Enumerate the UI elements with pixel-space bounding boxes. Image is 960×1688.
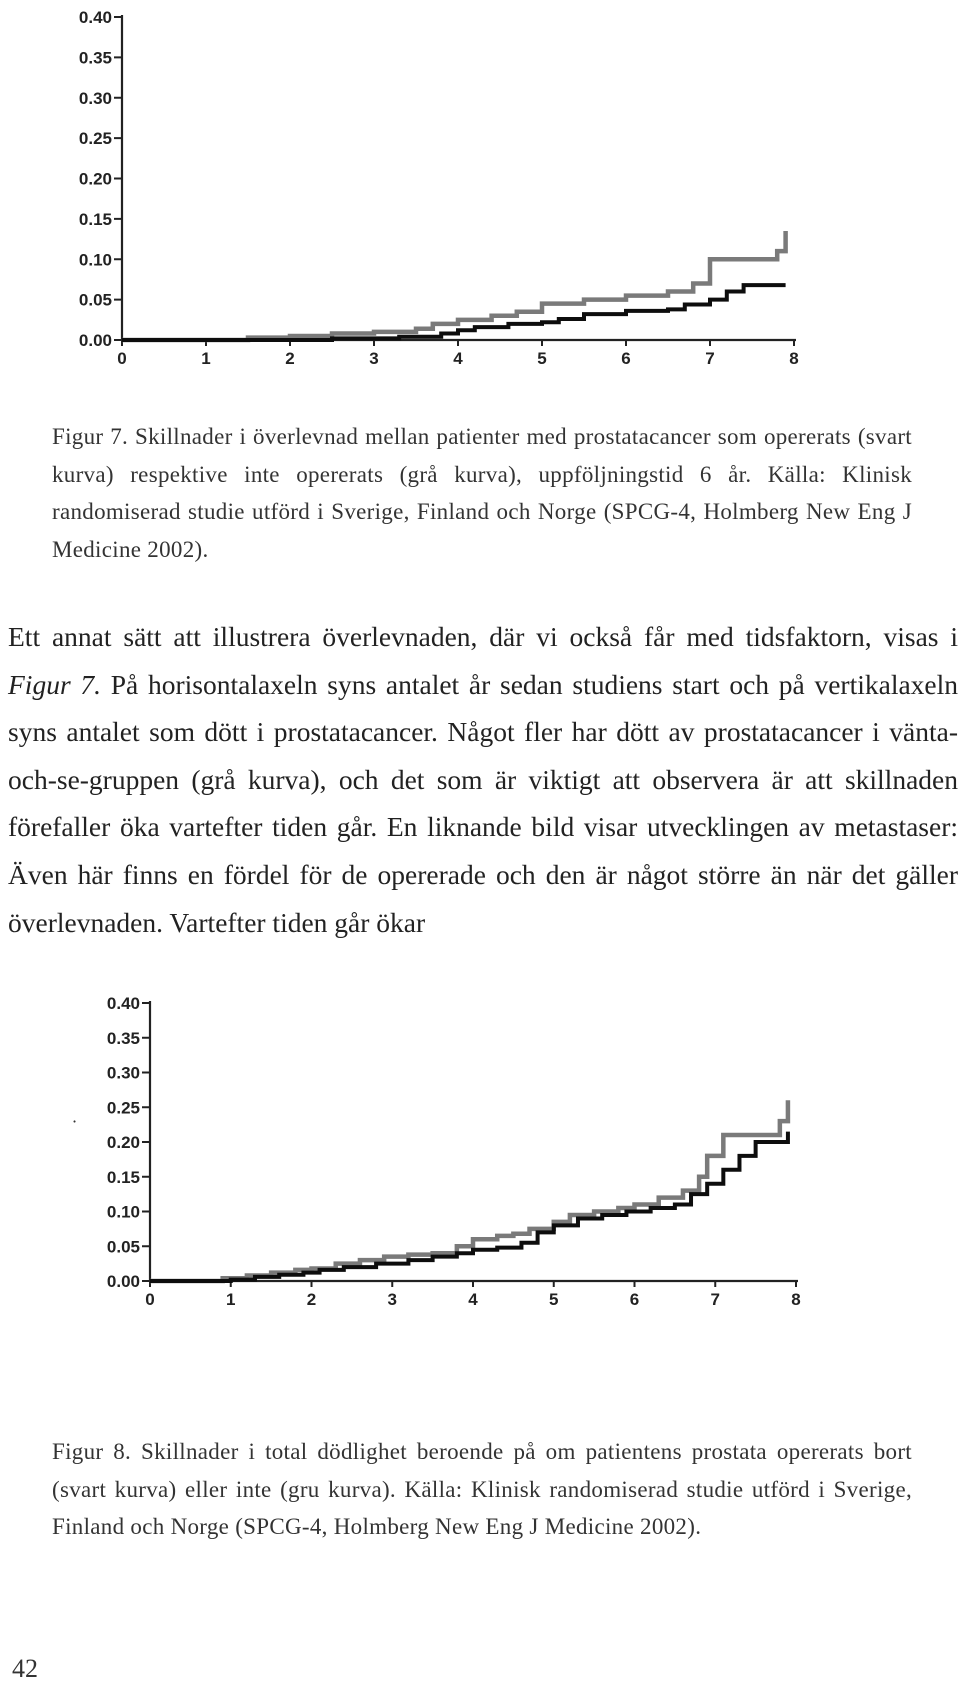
x-tick-label: 0: [145, 1290, 155, 1309]
x-tick-label: 5: [537, 349, 547, 368]
x-tick-label: 5: [549, 1290, 559, 1309]
y-tick-label: 0.00: [106, 1272, 140, 1291]
x-tick-label: 1: [201, 349, 211, 368]
series-line-black: [150, 1132, 788, 1281]
y-tick-label: 0.40: [106, 994, 140, 1013]
y-tick-label: 0.30: [78, 88, 112, 108]
x-tick-label: 7: [705, 349, 715, 368]
x-tick-label: 2: [285, 349, 295, 368]
figure-7-chart: [0, 0, 960, 400]
figure-8-chart: [0, 960, 960, 1420]
x-tick-label: 0: [117, 349, 127, 368]
y-tick-label: 0.05: [78, 290, 112, 310]
y-tick-label: 0.10: [106, 1202, 140, 1222]
series-line-gray: [122, 231, 786, 340]
y-tick-label: 0.40: [78, 8, 112, 27]
y-tick-label: 0.00: [78, 331, 112, 350]
y-tick-label: 0.25: [78, 129, 112, 149]
figure-7-caption: Figur 7. Skillnader i överlevnad mellan patienter med prostatacancer som opererats (svart kurva) respektive inte opererats (grå kurva), uppföljningstid 6 år. Källa: Klinisk randomiserad studie utförd i Sverige, Finland och Norge (SPCG-4, Holmberg New Eng J Medicine 2002).: [52, 424, 912, 562]
x-tick-label: 8: [791, 1290, 801, 1309]
x-tick-label: 4: [468, 1290, 478, 1309]
page-number: 42: [12, 1654, 38, 1683]
figure-reference: Figur 7.: [8, 668, 102, 700]
x-tick-label: 7: [710, 1290, 720, 1309]
x-tick-label: 3: [369, 349, 379, 368]
y-tick-label: 0.05: [106, 1237, 140, 1257]
x-tick-label: 6: [621, 349, 631, 368]
x-tick-label: 6: [629, 1290, 640, 1309]
x-tick-label: 1: [226, 1290, 236, 1309]
y-tick-label: 0.10: [78, 250, 112, 270]
body-text-part-1: Ett annat sätt att illustrera överlevnaden, där vi också får med tidsfaktorn, visas i: [8, 621, 958, 652]
body-paragraph: [8, 613, 958, 946]
y-tick-label: 0.35: [78, 48, 112, 68]
figure-8-caption: Figur 8. Skillnader i total dödlighet beroende på om patientens prostata opererats bort (svart kurva) eller inte (gru kurva). Källa: Klinisk randomiserad studie utförd i Sverige, Finland och Norge (SPCG-4, Holmberg New Eng J Medicine 2002).: [52, 1439, 912, 1539]
x-tick-label: 3: [387, 1290, 397, 1309]
body-text-part-2: På horisontalaxeln syns antalet år sedan studiens start och på vertikalaxeln syns antalet som dött i prostatacancer. Något fler har dött av prostatacancer i vänta-och-se-gruppen (grå kurva), och det som är viktigt att observera är att skillnaden förefaller öka vartefter tiden går. En liknande bild visar utvecklingen av metastaser: Även här finns en fördel för de opererade och den är något större än när det gäller överlevnaden. Vartefter tiden går ökar: [8, 668, 959, 938]
x-tick-label: 8: [789, 349, 799, 368]
y-tick-label: 0.25: [106, 1098, 140, 1118]
y-tick-label: 0.20: [78, 169, 112, 189]
stray-mark: ·: [72, 1112, 78, 1131]
y-tick-label: 0.15: [106, 1167, 140, 1187]
x-tick-label: 4: [453, 349, 463, 368]
y-tick-label: 0.15: [78, 209, 112, 229]
x-tick-label: 2: [306, 1290, 317, 1309]
y-tick-label: 0.30: [106, 1063, 140, 1083]
y-tick-label: 0.20: [106, 1133, 140, 1152]
y-tick-label: 0.35: [106, 1028, 140, 1048]
